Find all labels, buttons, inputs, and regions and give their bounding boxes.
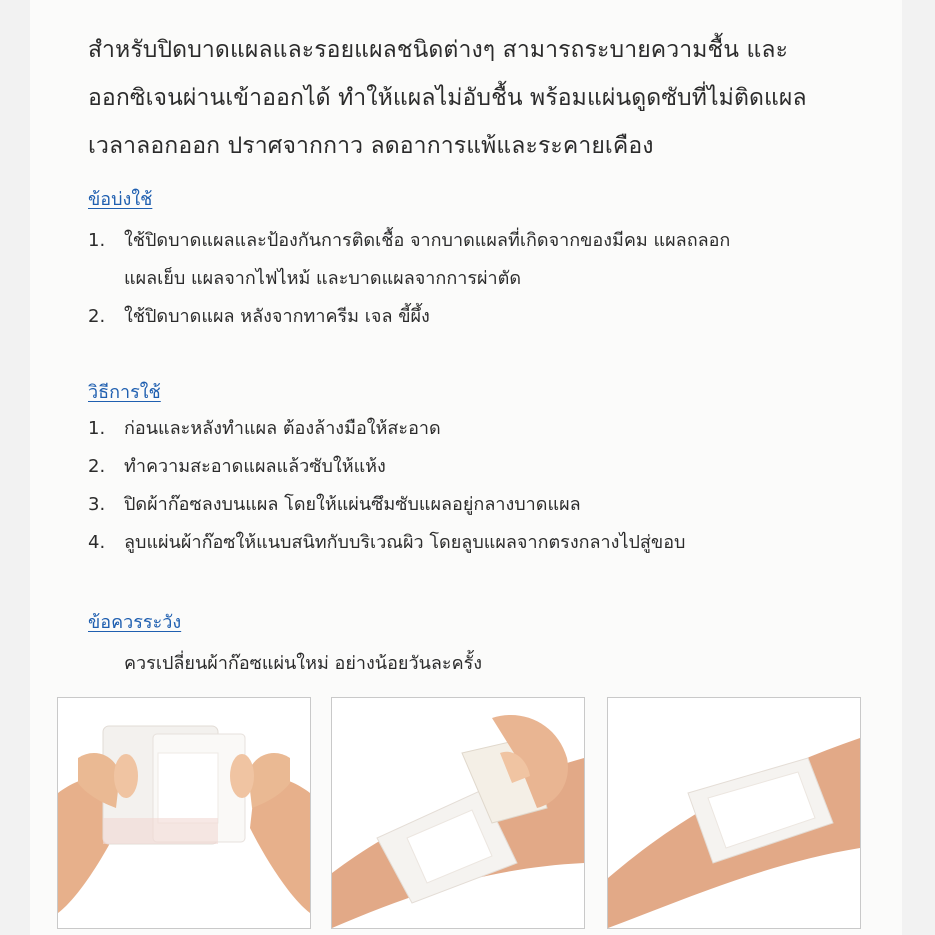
hands-holding-dressing-image (58, 698, 310, 928)
list-item (88, 410, 878, 448)
caution-text: ควรเปลี่ยนผ้าก๊อซแผ่นใหม่ อย่างน้อยวันละครั้ง (124, 653, 483, 674)
item-text: ใช้ปิดบาดแผลและป้องกันการติดเชื้อ จากบาดแผลที่เกิดจากของมีคม แผลถลอก (124, 230, 731, 251)
item-number: 1. (88, 418, 106, 439)
intro-line: สำหรับปิดบาดแผลและรอยแผลชนิดต่างๆ สามารถระบายความชื้น และ (88, 37, 789, 63)
list-item (88, 222, 878, 298)
indications-heading: ข้อบ่งใช้ (88, 189, 153, 210)
item-text: ปิดผ้าก๊อซลงบนแผล โดยให้แผ่นซึมซับแผลอยู่กลางบาดแผล (124, 494, 581, 515)
step-photo-apply-dressing (331, 697, 585, 929)
arm-with-dressing-image (608, 698, 860, 928)
item-number: 4. (88, 532, 106, 553)
usage-heading: วิธีการใช้ (88, 382, 161, 403)
item-number: 2. (88, 456, 106, 477)
intro-line: ออกซิเจนผ่านเข้าออกได้ ทำให้แผลไม่อับชื้น พร้อมแผ่นดูดซับที่ไม่ติดแผล (88, 85, 807, 111)
item-text: ใช้ปิดบาดแผล หลังจากทาครีม เจล ขี้ผึ้ง (124, 306, 430, 327)
item-text: แผลเย็บ แผลจากไฟไหม้ และบาดแผลจากการผ่าตัด (124, 268, 522, 289)
item-number: 2. (88, 306, 106, 327)
caution-heading: ข้อควรระวัง (88, 612, 182, 633)
item-text: ก่อนและหลังทำแผล ต้องล้างมือให้สะอาด (124, 418, 441, 439)
step-photo-dressing-applied (607, 697, 861, 929)
list-item (88, 524, 878, 562)
item-text: ทำความสะอาดแผลแล้วซับให้แห้ง (124, 456, 386, 477)
indications-list (88, 222, 878, 336)
intro-line: เวลาลอกออก ปราศจากกาว ลดอาการแพ้และระคายเคือง (88, 133, 654, 159)
list-item (88, 298, 878, 336)
item-number: 3. (88, 494, 106, 515)
intro-text (88, 26, 888, 170)
list-item (88, 448, 878, 486)
usage-list (88, 410, 878, 562)
list-item (88, 486, 878, 524)
step-photo-open-dressing (57, 697, 311, 929)
item-number: 1. (88, 230, 106, 251)
arm-applying-dressing-image (332, 698, 584, 928)
item-text: ลูบแผ่นผ้าก๊อซให้แนบสนิทกับบริเวณผิว โดยลูบแผลจากตรงกลางไปสู่ขอบ (124, 532, 686, 553)
